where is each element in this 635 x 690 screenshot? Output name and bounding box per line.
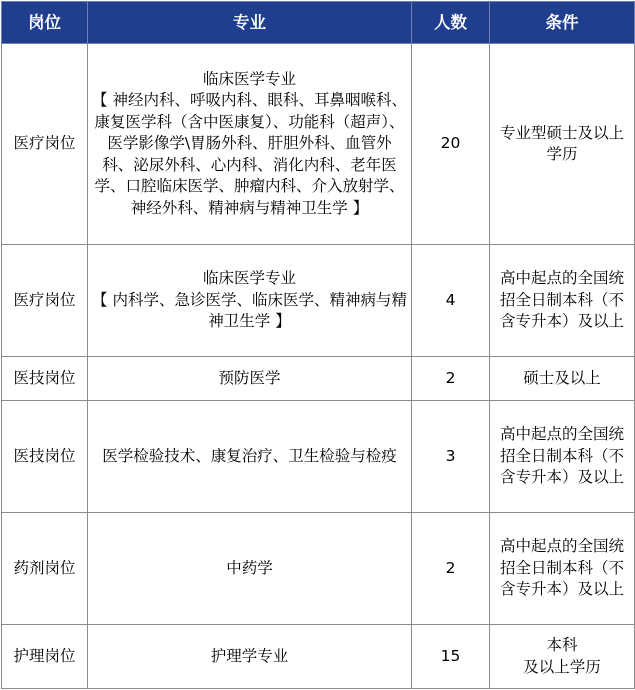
position-cell: 医技岗位 xyxy=(2,357,88,401)
condition-cell: 高中起点的全国统招全日制本科（不含专升本）及以上 xyxy=(490,513,635,625)
recruitment-table xyxy=(1,1,635,689)
header-position: 岗位 xyxy=(2,2,88,44)
table-row xyxy=(2,625,635,689)
condition-cell: 高中起点的全国统招全日制本科（不含专升本）及以上 xyxy=(490,245,635,357)
table-row xyxy=(2,245,635,357)
condition-cell xyxy=(490,625,635,689)
condition-cell: 专业型硕士及以上学历 xyxy=(490,44,635,245)
count-cell: 2 xyxy=(412,513,490,625)
table-row xyxy=(2,44,635,245)
major-detail: 【 神经内科、呼吸内科、眼科、耳鼻咽喉科、康复医学科（含中医康复）、功能科（超声）、医学影像学\胃肠外科、肝胆外科、血管外科、泌尿外科、心内科、消化内科、老年医学、口腔临床医学、肿瘤内科、介入放射学、神经外科、精神病与精神卫生学 】 xyxy=(92,91,407,217)
position-cell: 医疗岗位 xyxy=(2,44,88,245)
count-cell: 4 xyxy=(412,245,490,357)
table-row xyxy=(2,401,635,513)
header-count: 人数 xyxy=(412,2,490,44)
condition-line-2: 及以上学历 xyxy=(523,657,601,676)
condition-line-1: 本科 xyxy=(546,636,578,654)
count-cell: 2 xyxy=(412,357,490,401)
count-cell: 20 xyxy=(412,44,490,245)
major-title: 临床医学专业 xyxy=(202,69,296,88)
condition-cell: 硕士及以上 xyxy=(490,357,635,401)
header-major: 专业 xyxy=(88,2,412,44)
major-cell: 预防医学 xyxy=(88,357,412,401)
major-cell xyxy=(88,245,412,357)
major-cell: 护理学专业 xyxy=(88,625,412,689)
major-title: 临床医学专业 xyxy=(202,269,296,288)
header-condition: 条件 xyxy=(490,2,635,44)
major-cell: 医学检验技术、康复治疗、卫生检验与检疫 xyxy=(88,401,412,513)
table-header-row xyxy=(2,2,635,44)
table-row xyxy=(2,357,635,401)
count-cell: 3 xyxy=(412,401,490,513)
position-cell: 护理岗位 xyxy=(2,625,88,689)
major-cell xyxy=(88,44,412,245)
table-row xyxy=(2,513,635,625)
major-cell: 中药学 xyxy=(88,513,412,625)
position-cell: 医技岗位 xyxy=(2,401,88,513)
position-cell: 药剂岗位 xyxy=(2,513,88,625)
major-detail: 【 内科学、急诊医学、临床医学、精神病与精神卫生学 】 xyxy=(92,290,407,331)
position-cell: 医疗岗位 xyxy=(2,245,88,357)
condition-cell: 高中起点的全国统招全日制本科（不含专升本）及以上 xyxy=(490,401,635,513)
count-cell: 15 xyxy=(412,625,490,689)
